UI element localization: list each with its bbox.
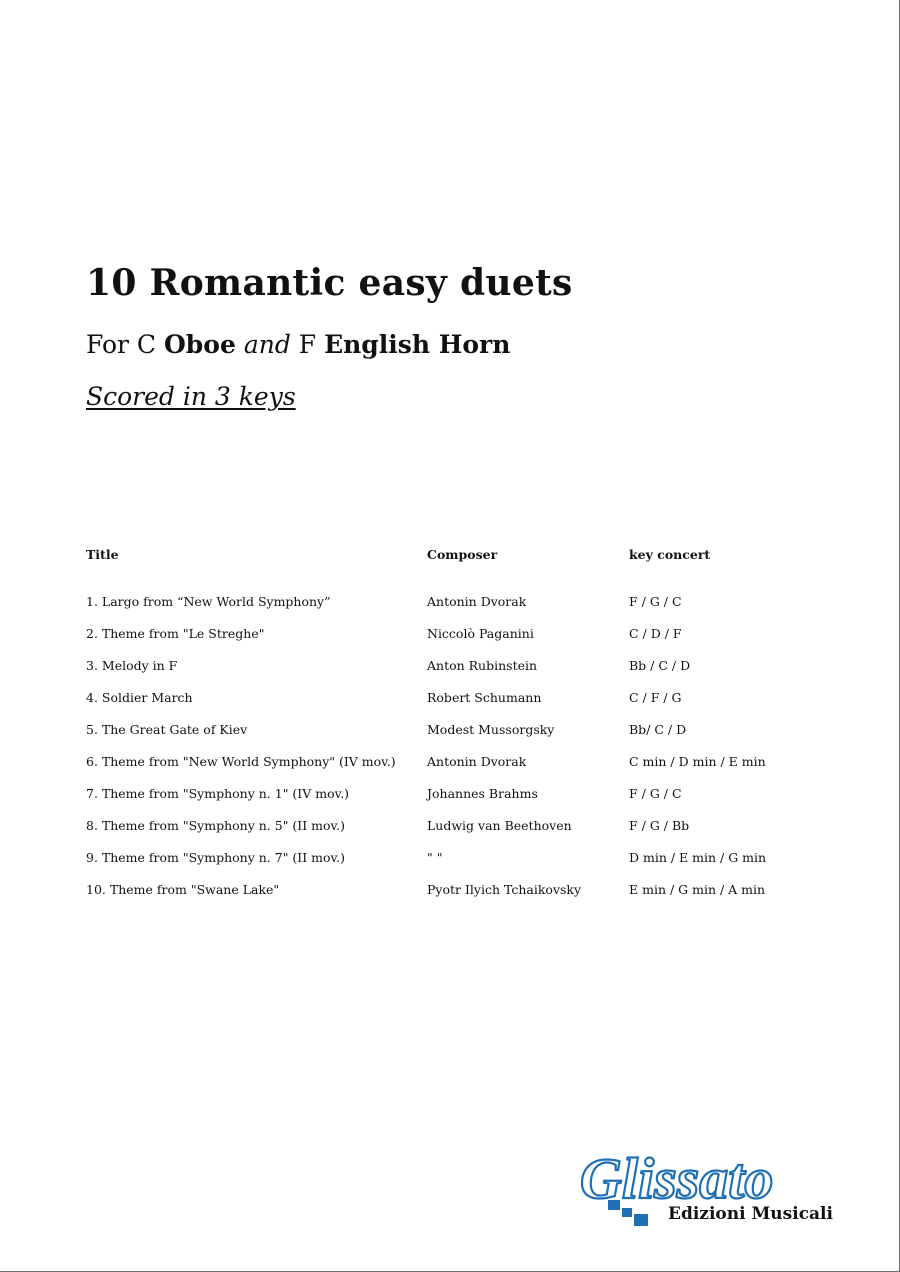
row-title: 9. Theme from "Symphony n. 7" (II mov.) — [86, 850, 345, 865]
row-composer: Antonin Dvorak — [427, 754, 527, 769]
row-key: Bb/ C / D — [629, 722, 687, 737]
row-title: 3. Melody in F — [86, 658, 178, 673]
table-row — [0, 786, 900, 818]
column-header-title: Title — [86, 547, 119, 562]
logo-wordmark: Glissato — [580, 1148, 774, 1211]
subtitle-prefix: For C — [86, 330, 165, 359]
piece-list — [0, 594, 900, 914]
row-key: F / G / C — [629, 594, 682, 609]
table-row — [0, 626, 900, 658]
row-composer: Johannes Brahms — [427, 786, 538, 801]
table-row — [0, 754, 900, 786]
row-composer: Pyotr Ilyich Tchaikovsky — [427, 882, 582, 897]
column-header-key: key concert — [629, 547, 711, 562]
row-title: 7. Theme from "Symphony n. 1" (IV mov.) — [86, 786, 350, 801]
publisher-logo — [578, 1148, 870, 1232]
row-title: 5. The Great Gate of Kiev — [86, 722, 248, 737]
row-title: 6. Theme from "New World Symphony" (IV mov.) — [86, 754, 396, 769]
row-key: F / G / Bb — [629, 818, 690, 833]
table-row — [0, 690, 900, 722]
row-composer: Modest Mussorgsky — [427, 722, 555, 737]
row-title: 8. Theme from "Symphony n. 5" (II mov.) — [86, 818, 345, 833]
table-row — [0, 658, 900, 690]
subtitle-connector: and — [243, 330, 291, 359]
row-key: C min / D min / E min — [629, 754, 766, 769]
row-title: 1. Largo from “New World Symphony” — [86, 594, 331, 609]
document-title: 10 Romantic easy duets — [86, 262, 573, 304]
logo-square — [634, 1214, 648, 1226]
subtitle-instrument-english-horn: English Horn — [324, 330, 511, 359]
row-composer: Antonin Dvorak — [427, 594, 527, 609]
row-composer: " " — [427, 850, 443, 865]
row-key: Bb / C / D — [629, 658, 691, 673]
row-key: C / D / F — [629, 626, 682, 641]
row-title: 2. Theme from "Le Streghe" — [86, 626, 265, 641]
table-row — [0, 818, 900, 850]
row-composer: Robert Schumann — [427, 690, 542, 705]
table-row — [0, 722, 900, 754]
keys-note: Scored in 3 keys — [86, 382, 296, 411]
row-title: 4. Soldier March — [86, 690, 193, 705]
row-key: D min / E min / G min — [629, 850, 767, 865]
logo-subtext: Edizioni Musicali — [668, 1204, 833, 1224]
subtitle-middle: F — [290, 330, 325, 359]
row-composer: Anton Rubinstein — [427, 658, 538, 673]
table-row — [0, 594, 900, 626]
document-subtitle — [86, 330, 510, 359]
subtitle-instrument-oboe: Oboe — [164, 330, 236, 359]
row-key: C / F / G — [629, 690, 682, 705]
row-key: E min / G min / A min — [629, 882, 766, 897]
row-composer: Ludwig van Beethoven — [427, 818, 572, 833]
table-row — [0, 882, 900, 914]
row-key: F / G / C — [629, 786, 682, 801]
row-composer: Niccolò Paganini — [427, 626, 534, 641]
column-header-composer: Composer — [427, 547, 498, 562]
row-title: 10. Theme from "Swane Lake" — [86, 882, 280, 897]
table-row — [0, 850, 900, 882]
